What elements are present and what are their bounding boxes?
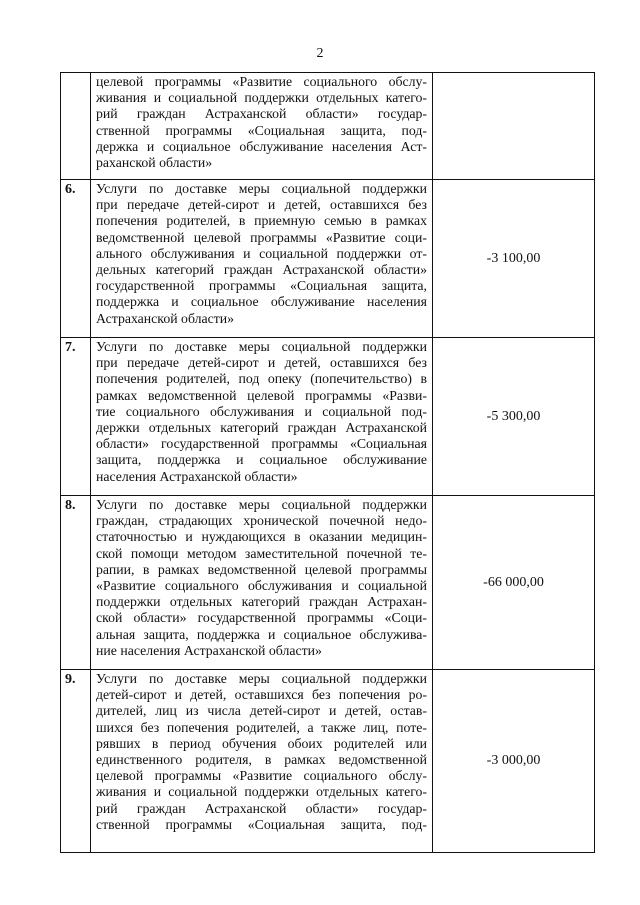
text-line: рий граждан Астраханской области» государ- [96, 800, 427, 816]
row-amount: -3 000,00 [433, 670, 595, 853]
budget-table [60, 72, 595, 853]
text-line: рапии, в рамках ведомственной целевой программы [96, 561, 427, 577]
text-line: ственной программы «Социальная защита, под- [96, 122, 427, 138]
text-line: области» государственной программы «Социальная [96, 436, 427, 452]
text-line: целевой программы «Развитие социального обслу- [96, 768, 427, 784]
row-number: 9. [61, 670, 91, 853]
page-number: 2 [316, 46, 324, 61]
text-line: рявших в период обучения обоих родителей или [96, 735, 427, 751]
text-line: попечения родителей, под опеку (попечительство) в [96, 371, 427, 387]
table-row [61, 73, 595, 180]
text-line: Услуги по доставке меры социальной поддержки [96, 497, 427, 512]
row-amount: -5 300,00 [433, 338, 595, 496]
text-line: защита, поддержка и социальное обслуживание [96, 452, 427, 468]
text-line: рий граждан Астраханской области» государ- [96, 106, 427, 122]
text-line: поддержка и социальное обслуживание населения [96, 294, 427, 310]
text-line: живания и социальной поддержки отдельных катего- [96, 784, 427, 800]
text-line: детей-сирот и детей, оставшихся без попечения ро- [96, 687, 427, 703]
row-amount: -3 100,00 [433, 180, 595, 338]
row-number: 6. [61, 180, 91, 338]
row-number [61, 73, 91, 180]
text-line: живания и социальной поддержки отдельных катего- [96, 90, 427, 106]
text-line: попечения родителей, в приемную семью в рамках [96, 213, 427, 229]
text-line: ской помощи методом заместительной почечной те- [96, 545, 427, 561]
table-row [61, 338, 595, 496]
text-line: Услуги по доставке меры социальной поддержки [96, 671, 427, 686]
text-line: государственной программы «Социальная защита, [96, 278, 427, 294]
row-description [91, 338, 433, 496]
text-line: граждан, страдающих хронической почечной недо- [96, 513, 427, 529]
text-line: держки отдельных категорий граждан Астраханской [96, 419, 427, 435]
text-line: шихся без попечения родителей, а также лиц, поте- [96, 719, 427, 735]
text-line: ведомственной целевой программы «Развитие соци- [96, 229, 427, 245]
text-line: при передаче детей-сирот и детей, оставшихся без [96, 197, 427, 213]
table-row [61, 180, 595, 338]
row-description [91, 670, 433, 853]
text-line: населения Астраханской области» [96, 468, 298, 484]
text-line: ственной программы «Социальная защита, под- [96, 816, 427, 832]
text-line: ской области» государственной программы «Соци- [96, 610, 427, 626]
row-description [91, 73, 433, 180]
text-line: единственного родителя, в рамках ведомственной [96, 751, 427, 767]
text-line: раханской области» [96, 154, 213, 170]
text-line: ние населения Астраханской области» [96, 642, 322, 658]
text-line: Услуги по доставке меры социальной поддержки [96, 339, 427, 354]
text-line: Услуги по доставке меры социальной поддержки [96, 181, 427, 196]
row-description [91, 496, 433, 670]
text-line: статочностью и нуждающихся в оказании медицин- [96, 529, 427, 545]
row-number: 8. [61, 496, 91, 670]
table-row [61, 496, 595, 670]
text-line: при передаче детей-сирот и детей, оставшихся без [96, 355, 427, 371]
text-line: альная защита, поддержка и социальное обслужива- [96, 626, 427, 642]
text-line: держка и социальное обслуживание населения Аст- [96, 138, 427, 154]
text-line: рамках ведомственной целевой программы «Разви- [96, 387, 427, 403]
row-description [91, 180, 433, 338]
text-line: дителей, лиц из числа детей-сирот и детей, остав- [96, 703, 427, 719]
text-line: «Развитие социального обслуживания и социальной [96, 577, 427, 593]
text-line: дельных категорий граждан Астраханской области» [96, 261, 427, 277]
text-line: тие социального обслуживания и социальной под- [96, 403, 427, 419]
row-amount [433, 73, 595, 180]
text-line: Астраханской области» [96, 310, 235, 326]
row-amount: -66 000,00 [433, 496, 595, 670]
row-number: 7. [61, 338, 91, 496]
text-line: целевой программы «Развитие социального обслу- [96, 74, 427, 89]
text-line: поддержки отдельных категорий граждан Астрахан- [96, 594, 427, 610]
table-row [61, 670, 595, 853]
text-line: ального обслуживания и социальной поддержки от- [96, 245, 427, 261]
